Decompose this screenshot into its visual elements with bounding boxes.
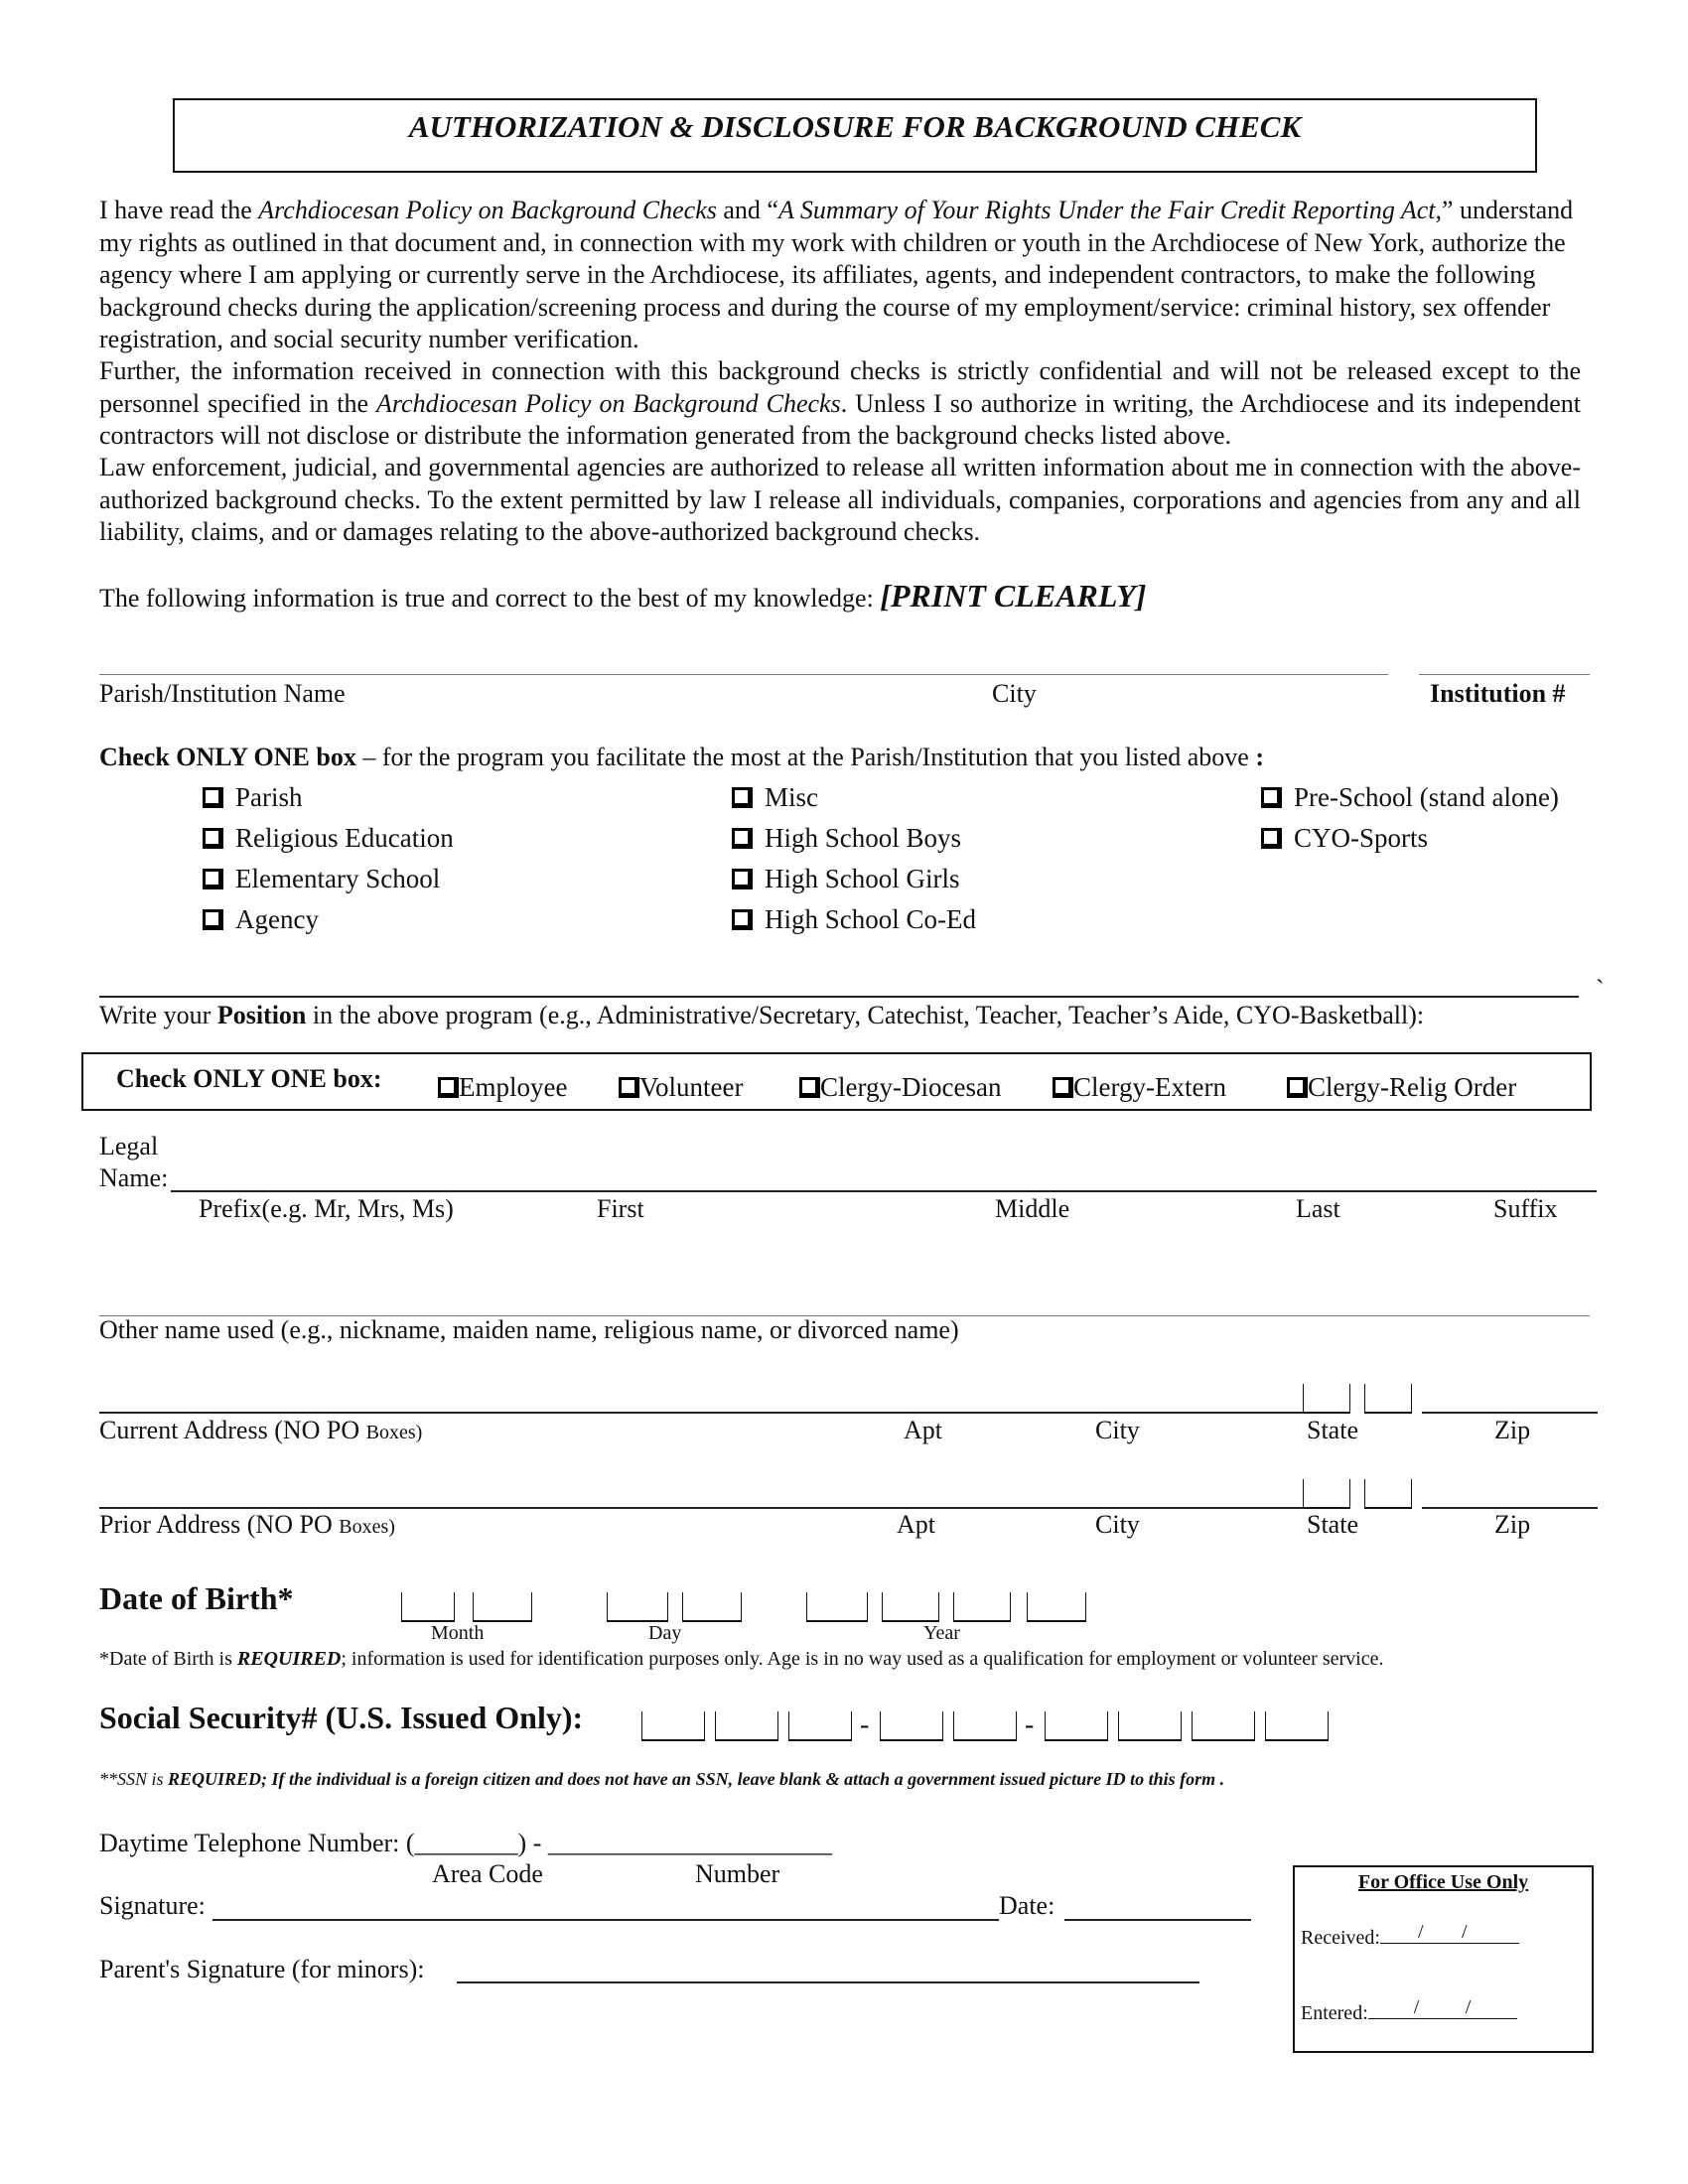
prior-zip-label: Zip <box>1494 1510 1531 1539</box>
dob-label: Date of Birth* <box>99 1580 294 1616</box>
ssn-dash-1: - <box>860 1709 870 1740</box>
release-paragraph: Law enforcement, judicial, and governmental agencies are authorized to release all written information about me in connection with the above-authorized background checks. To the extent permitted by law I release all individuals, companies, corporations and agencies from any and all liability, claims, and or damages relating to the above-authorized background checks. <box>99 453 1581 546</box>
legal-name-field[interactable] <box>171 1190 1597 1192</box>
program-option-cyo-sports[interactable]: CYO-Sports <box>1261 823 1428 854</box>
truth-statement: The following information is true and correct to the best of my knowledge: [PRINT CLEARLY] <box>99 578 1147 614</box>
prior-zip-field[interactable] <box>1422 1507 1598 1509</box>
prior-state-field[interactable] <box>1303 1479 1412 1509</box>
program-option-hs-coed[interactable]: High School Co-Ed <box>732 904 976 935</box>
program-option-parish[interactable]: Parish <box>203 782 303 813</box>
current-state-label: State <box>1307 1416 1358 1444</box>
backtick-mark: ` <box>1596 975 1605 1004</box>
parent-signature-field[interactable] <box>457 1981 1199 1983</box>
dob-note: *Date of Birth is REQUIRED; information is used for identification purposes only. Age is in no way used as a qualification for employment or volunteer service. <box>99 1648 1384 1670</box>
legal-name-label-1: Legal <box>99 1132 159 1160</box>
current-state-field[interactable] <box>1303 1384 1412 1414</box>
checkbox-icon[interactable] <box>799 1077 820 1098</box>
current-zip-field[interactable] <box>1422 1412 1598 1414</box>
parish-city-field[interactable] <box>99 674 1388 675</box>
checkbox-icon[interactable] <box>1287 1077 1308 1098</box>
program-option-misc[interactable]: Misc <box>732 782 818 813</box>
checkbox-icon[interactable] <box>732 869 753 889</box>
prior-address-label: Prior Address (NO PO Boxes) <box>99 1510 395 1539</box>
role-option-employee[interactable]: Employee <box>438 1072 567 1103</box>
prior-address-field[interactable] <box>99 1507 1303 1509</box>
program-check-heading: Check ONLY ONE box – for the program you facilitate the most at the Parish/Institution that you listed above : <box>99 743 1264 771</box>
checkbox-icon[interactable] <box>732 787 753 808</box>
checkbox-icon[interactable] <box>1261 787 1282 808</box>
checkbox-icon[interactable] <box>1261 828 1282 849</box>
office-use-title: For Office Use Only <box>1357 1871 1529 1893</box>
parent-signature-label: Parent's Signature (for minors): <box>99 1955 425 1983</box>
parish-name-label: Parish/Institution Name <box>99 679 346 708</box>
dob-month-label: Month <box>431 1622 485 1644</box>
name-first-label: First <box>597 1194 644 1223</box>
current-city-label: City <box>1095 1416 1140 1444</box>
current-zip-label: Zip <box>1494 1416 1531 1444</box>
prior-apt-label: Apt <box>897 1510 935 1539</box>
ssn-label: Social Security# (U.S. Issued Only): <box>99 1700 584 1735</box>
name-middle-label: Middle <box>995 1194 1070 1223</box>
checkbox-icon[interactable] <box>203 909 223 930</box>
date-label: Date: <box>999 1891 1055 1920</box>
institution-number-label: Institution # <box>1430 679 1566 708</box>
role-option-clergy-diocesan[interactable]: Clergy-Diocesan <box>799 1072 1001 1103</box>
program-option-religious-education[interactable]: Religious Education <box>203 823 454 854</box>
checkbox-icon[interactable] <box>1053 1077 1073 1098</box>
institution-number-field[interactable] <box>1419 674 1590 675</box>
position-field[interactable] <box>99 996 1579 998</box>
name-suffix-label: Suffix <box>1493 1194 1558 1223</box>
prior-state-label: State <box>1307 1510 1358 1539</box>
checkbox-icon[interactable] <box>619 1077 639 1098</box>
name-last-label: Last <box>1296 1194 1340 1223</box>
checkbox-icon[interactable] <box>732 828 753 849</box>
parish-city-label: City <box>992 679 1037 708</box>
dob-day-field[interactable] <box>607 1592 746 1622</box>
signature-field[interactable] <box>212 1919 999 1921</box>
position-label: Write your Position in the above program (e.g., Administrative/Secretary, Catechist, Teacher, Teacher’s Aide, CYO-Basketball): <box>99 1001 1425 1029</box>
program-option-hs-boys[interactable]: High School Boys <box>732 823 961 854</box>
program-option-hs-girls[interactable]: High School Girls <box>732 864 960 894</box>
authorization-paragraph: I have read the Archdiocesan Policy on Background Checks and “A Summary of Your Rights Under the Fair Credit Reporting Act,” understand my rights as outlined in that document and, in connection with my work with children or youth in the Archdiocese of New York, authorize the agency where I am applying or currently serve in the Archdiocese, its affiliates, agents, and independent contractors, to make the following background checks during the application/screening process and during the course of my employment/service: criminal history, sex offender registration, and social security number verification. <box>99 196 1574 353</box>
program-option-preschool[interactable]: Pre-School (stand alone) <box>1261 782 1559 813</box>
role-check-label: Check ONLY ONE box: <box>116 1064 382 1093</box>
dob-year-label: Year <box>923 1622 960 1644</box>
program-option-elementary-school[interactable]: Elementary School <box>203 864 440 894</box>
checkbox-icon[interactable] <box>438 1077 459 1098</box>
ssn-serial-field[interactable] <box>1045 1711 1333 1741</box>
prior-city-label: City <box>1095 1510 1140 1539</box>
date-field[interactable] <box>1064 1919 1251 1921</box>
phone-area-code-label: Area Code <box>432 1859 543 1888</box>
confidentiality-paragraph: Further, the information received in connection with this background checks is strictly confidential and will not be released except to the personnel specified in the Archdiocesan Policy on Background Checks. Unless I so authorize in writing, the Archdiocese and its independent contractors will not disclose or distribute the information generated from the background checks listed above. <box>99 356 1581 450</box>
checkbox-icon[interactable] <box>203 869 223 889</box>
current-address-label: Current Address (NO PO Boxes) <box>99 1416 423 1444</box>
phone-number-label: Number <box>695 1859 780 1888</box>
program-option-agency[interactable]: Agency <box>203 904 319 935</box>
dob-year-field[interactable] <box>806 1592 1094 1622</box>
ssn-dash-2: - <box>1025 1709 1035 1740</box>
dob-month-field[interactable] <box>401 1592 540 1622</box>
dob-day-label: Day <box>648 1622 682 1644</box>
office-use-box <box>1293 1865 1594 2053</box>
other-name-label: Other name used (e.g., nickname, maiden name, religious name, or divorced name) <box>99 1315 959 1344</box>
checkbox-icon[interactable] <box>203 787 223 808</box>
legal-name-label-2: Name: <box>99 1163 169 1192</box>
current-address-field[interactable] <box>99 1412 1303 1414</box>
checkbox-icon[interactable] <box>732 909 753 930</box>
page-title: AUTHORIZATION & DISCLOSURE FOR BACKGROUND CHECK <box>408 109 1302 144</box>
current-apt-label: Apt <box>904 1416 942 1444</box>
office-received-field[interactable]: Received: / / <box>1301 1925 1519 1950</box>
ssn-group-field[interactable] <box>880 1711 1019 1741</box>
role-option-volunteer[interactable]: Volunteer <box>619 1072 743 1103</box>
name-prefix-label: Prefix(e.g. Mr, Mrs, Ms) <box>199 1194 454 1223</box>
ssn-area-field[interactable] <box>641 1711 852 1741</box>
checkbox-icon[interactable] <box>203 828 223 849</box>
phone-field[interactable]: Daytime Telephone Number: (________) - ______________________ <box>99 1829 832 1857</box>
role-option-clergy-relig-order[interactable]: Clergy-Relig Order <box>1287 1072 1516 1103</box>
office-entered-field[interactable]: Entered: / / <box>1301 2000 1517 2025</box>
role-option-clergy-extern[interactable]: Clergy-Extern <box>1053 1072 1226 1103</box>
ssn-note: **SSN is REQUIRED; If the individual is a foreign citizen and does not have an SSN, leave blank & attach a government issued picture ID to this form . <box>99 1769 1225 1789</box>
print-clearly: [PRINT CLEARLY] <box>880 578 1147 614</box>
signature-label: Signature: <box>99 1891 206 1920</box>
